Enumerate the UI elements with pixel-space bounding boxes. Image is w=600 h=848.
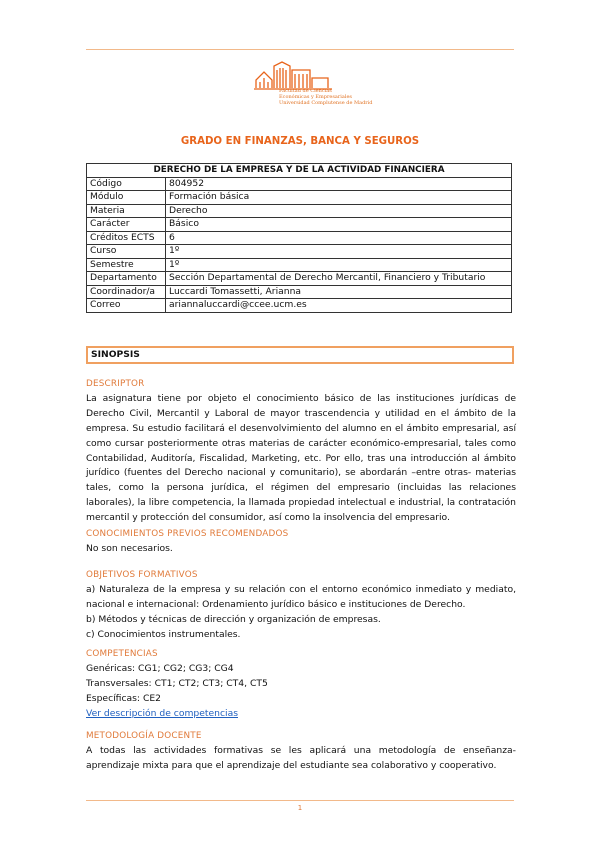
table-row: Curso 1º [87, 245, 512, 259]
degree-title: GRADO EN FINANZAS, BANCA Y SEGUROS [180, 136, 420, 147]
table-row: Correo ariannaluccardi@ccee.ucm.es [87, 299, 512, 313]
footer-rule [86, 800, 514, 801]
table-row: Departamento Sección Departamental de Derecho Mercantil, Financiero y Tributario [87, 272, 512, 286]
competencias-link[interactable]: Ver descripción de competencias [86, 707, 238, 719]
prior-knowledge-heading: CONOCIMIENTOS PREVIOS RECOMENDADOS [86, 529, 289, 539]
competencias-genericas: Genéricas: CG1; CG2; CG3; CG4 [86, 662, 234, 674]
competencias-especificas: Específicas: CE2 [86, 692, 162, 704]
page-number: 1 [297, 804, 303, 812]
header-rule [86, 49, 514, 50]
table-row: Carácter Básico [87, 218, 512, 232]
metodologia-section [86, 729, 516, 774]
table-row: Semestre 1º [87, 258, 512, 272]
descriptor-text: La asignatura tiene por objeto el conocimiento básico de las instituciones jurídicas de Derecho Civil, Mercantil y Laboral de mayor trascendencia y utilidad en el ámbito de la empresa. Su estudio facilitará el desenvolvimiento del alumno en el ámbito empresarial, así como cursar posteriormente otras materias de carácter económico-empresarial, tales como Contabilidad, Auditoría, Fiscalidad, Marketing, etc. Por ello, tras una introducción al ámbito jurídico (fuentes del Derecho nacional y comunitario), se abordarán –entre otras- materias tales, como la persona jurídica, el régimen del empresario (incluidas las relaciones laborales), la libre competencia, la llamada propiedad intelectual e industrial, la contratación mercantil y protección del consumidor, así como la insolvencia del empresario. [86, 392, 516, 524]
prior-knowledge-text: No son necesarios. [86, 542, 173, 554]
sinopsis-header: SINOPSIS [86, 346, 514, 364]
metodologia-text: A todas las actividades formativas se les aplicará una metodología de enseñanza-aprendizaje mixta para que el aprendizaje del estudiante sea colaborativo y cooperativo. [86, 744, 516, 771]
course-info-table [86, 163, 512, 313]
table-row: Créditos ECTS 6 [87, 231, 512, 245]
objectives-heading: OBJETIVOS FORMATIVOS [86, 570, 198, 580]
prior-knowledge-section [86, 527, 516, 557]
descriptor-heading: DESCRIPTOR [86, 379, 145, 389]
logo-text: Facultad de Ciencias Económicas y Empresariales Universidad Complutense de Madrid [279, 88, 373, 106]
competencias-transversales: Transversales: CT1; CT2; CT3; CT4, CT5 [86, 677, 268, 689]
objective-c: c) Conocimientos instrumentales. [86, 628, 241, 640]
objective-a: a) Naturaleza de la empresa y su relación con el entorno económico inmediato y mediato, nacional e internacional: Ordenamiento jurídico básico e instituciones de Derecho. [86, 583, 516, 610]
objectives-section [86, 568, 516, 643]
table-row: Coordinador/a Luccardi Tomassetti, Arianna [87, 285, 512, 299]
table-row: Módulo Formación básica [87, 191, 512, 205]
descriptor-section [86, 377, 516, 526]
table-row: Código 804952 [87, 177, 512, 191]
course-title: DERECHO DE LA EMPRESA Y DE LA ACTIVIDAD FINANCIERA [87, 164, 512, 178]
competencias-heading: COMPETENCIAS [86, 649, 158, 659]
metodologia-heading: METODOLOGÍA DOCENTE [86, 731, 202, 741]
objective-b: b) Métodos y técnicas de dirección y organización de empresas. [86, 613, 381, 625]
competencias-section [86, 647, 516, 722]
table-row: Materia Derecho [87, 204, 512, 218]
